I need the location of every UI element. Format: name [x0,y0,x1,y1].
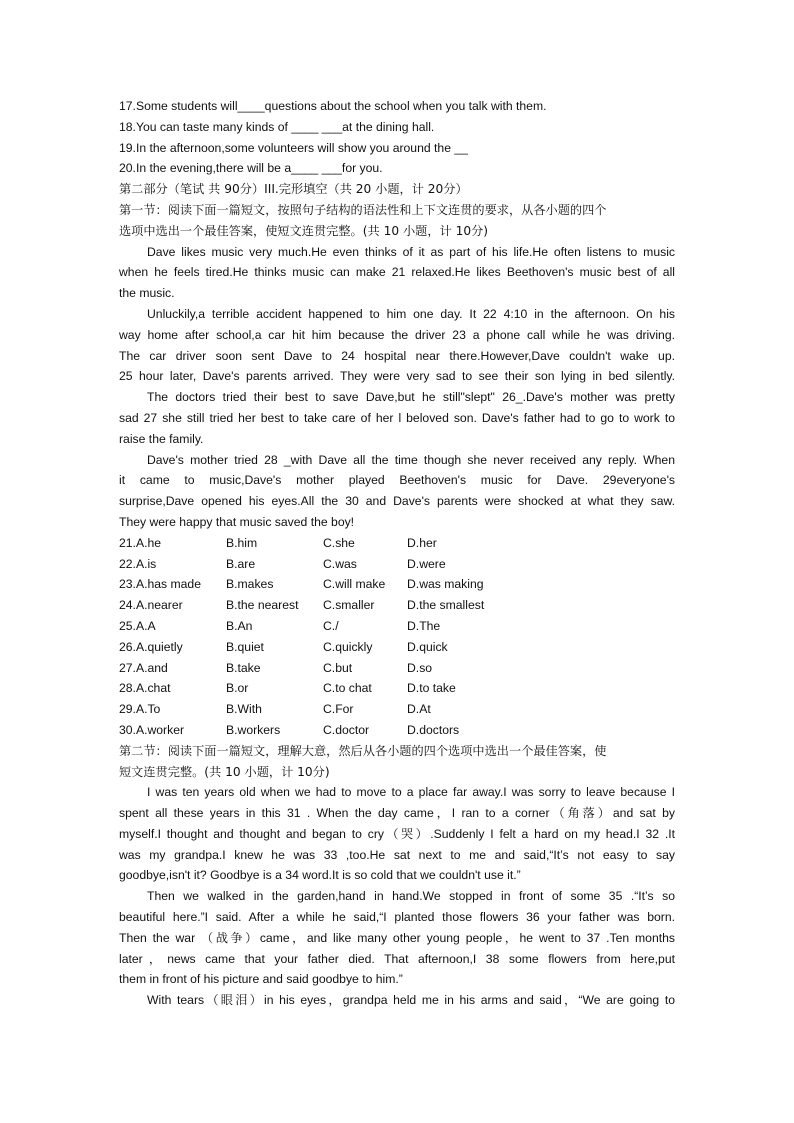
item-19: 19.In the afternoon,some volunteers will show you around the __ [119,140,468,155]
passage-2 [119,782,675,1011]
item-20: 20.In the evening,there will be a____ ___for you. [119,161,383,176]
passage-line: The doctors tried their best to save Dave,but he still"slept" 26_.Dave's mother was pretty [147,390,675,405]
option-row [119,616,675,637]
option-a: 22.A.is [119,556,157,571]
passage-line: when he feels tired.He thinks music can make 21 relaxed.He likes Beethoven's music best of all [119,265,675,280]
option-c: C.to chat [323,681,372,696]
passage-line: With tears（眼泪）in his eyes，grandpa held me in his arms and said，“We are going to [147,993,675,1008]
passage-line: them in front of his picture and said goodbye to him.” [119,972,403,987]
passage-line: was my grandpa.I knew he was 33 ,too.He sat next to me and said,“It’s not easy to say [119,847,675,862]
option-b: B.workers [226,722,281,737]
option-d: D.was making [407,577,484,592]
section1-instructions-line: 选项中选出一个最佳答案，使短文连贯完整。(共 10 小题，计 10分) [119,223,489,238]
passage-line: spent all these years in this 31 . When the day came，I ran to a corner（角落）and sat by [119,806,675,821]
section1-instructions-line: 第一节：阅读下面一篇短文，按照句子结构的语法性和上下文连贯的要求，从各小题的四个 [119,202,607,217]
item-17: 17.Some students will____questions about the school when you talk with them. [119,99,547,113]
passage-line: way home after school,a car hit him because the driver 23 a phone call while he was driving. [119,327,675,342]
option-a: 26.A.quietly [119,639,183,654]
option-row [119,699,675,720]
option-b: B.the nearest [226,598,299,613]
option-b: B.With [226,702,262,717]
option-a: 27.A.and [119,660,168,675]
passage-line: I was ten years old when we had to move to a place far away.I was sorry to leave because I [147,785,675,800]
option-c: C.was [323,556,357,571]
part2-heading: 第二部分（笔试 共 90分）III.完形填空（共 20 小题，计 20分） [119,182,468,197]
section2-instructions-line: 第二节：阅读下面一篇短文，理解大意，然后从各小题的四个选项中选出一个最佳答案，使 [119,743,607,758]
passage-line: Unluckily,a terrible accident happened to him one day. It 22 4:10 in the afternoon. On his [147,306,675,321]
option-a: 28.A.chat [119,681,171,696]
page-content [119,96,675,1011]
option-row [119,637,675,658]
option-row [119,554,675,575]
option-b: B.makes [226,577,274,592]
passage-line: goodbye,isn't it? Goodbye is a 34 word.It is so cold that we couldn't use it.” [119,868,521,883]
section2-instructions-line: 短文连贯完整。(共 10 小题，计 10分) [119,764,330,779]
option-row [119,658,675,679]
passage-line: myself.I thought and thought and began to cry（哭）.Suddenly I felt a hard on my head.I 32 .It [119,826,675,841]
item-list [119,96,675,179]
option-c: C.For [323,702,354,717]
option-c: C./ [323,618,339,633]
option-d: D.quick [407,639,448,654]
item-18: 18.You can taste many kinds of ____ ___at the dining hall. [119,119,435,134]
option-d: D.were [407,556,446,571]
option-row [119,574,675,595]
option-b: B.quiet [226,639,264,654]
option-c: C.but [323,660,353,675]
passage-line: They were happy that music saved the boy! [119,514,355,529]
option-d: D.her [407,535,437,550]
option-d: D.so [407,660,433,675]
passage-line: the music. [119,286,175,301]
option-c: C.will make [323,577,386,592]
option-b: B.An [226,618,253,633]
option-a: 23.A.has made [119,577,201,592]
option-a: 29.A.To [119,702,161,717]
option-c: C.smaller [323,598,375,613]
option-row [119,533,675,554]
option-row [119,720,675,741]
passage-line: Then the war （战争）came，and like many other young people，he went to 37 .Ten months [119,930,675,945]
options-list [119,533,675,741]
passage-line: Dave likes music very much.He even thinks of it as part of his life.He often listens to music [147,244,675,259]
passage-line: Dave's mother tried 28 _with Dave all the time though she never received any reply. When [147,452,675,467]
passage-line: later，news came that your father died. That afternoon,I 38 some flowers from here,put [119,951,675,966]
passage-line: sad 27 she still tried her best to take care of her l beloved son. Dave's father had to go to work to [119,410,675,425]
passage-line: 25 hour later, Dave's parents arrived. They were very sad to see their son lying in bed silently. [119,369,675,384]
option-row [119,678,675,699]
passage-line: surprise,Dave opened his eyes.All the 30 and Dave's parents were shocked at what they saw. [119,494,675,509]
option-b: B.take [226,660,261,675]
option-d: D.The [407,618,441,633]
option-d: D.At [407,702,431,717]
option-c: C.she [323,535,355,550]
option-b: B.are [226,556,256,571]
option-c: C.doctor [323,722,370,737]
passage-line: beautiful here.”I said. After a while he said,“I planted those flowers 36 your father was born. [119,910,675,925]
option-d: D.the smallest [407,598,485,613]
option-row [119,595,675,616]
passage-line: it came to music,Dave's mother played Beethoven's music for Dave. 29everyone's [119,473,675,488]
option-a: 30.A.worker [119,722,185,737]
option-d: D.to take [407,681,456,696]
passage-line: The car driver soon sent Dave to 24 hospital near there.However,Dave couldn't wake up. [119,348,675,363]
option-b: B.or [226,681,249,696]
passage-line: raise the family. [119,431,204,446]
option-a: 21.A.he [119,535,162,550]
option-d: D.doctors [407,722,460,737]
option-c: C.quickly [323,639,373,654]
option-b: B.him [226,535,258,550]
option-a: 24.A.nearer [119,598,183,613]
passage-1 [119,242,675,533]
option-a: 25.A.A [119,618,156,633]
passage-line: Then we walked in the garden,hand in hand.We stopped in front of some 35 .“It’s so [147,889,675,904]
